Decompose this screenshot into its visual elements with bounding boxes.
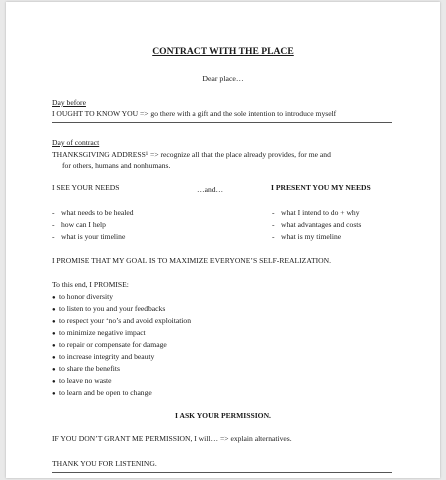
promise-item: ● to increase integrity and beauty: [52, 352, 155, 361]
day-of-contract-heading: Day of contract: [52, 138, 100, 147]
promise-item: ● to share the benefits: [52, 364, 120, 373]
see-needs-heading: I SEE YOUR NEEDS: [52, 183, 120, 192]
promise-item: ● to listen to you and your feedbacks: [52, 304, 166, 313]
present-need-item-3: - what is my timeline: [272, 232, 342, 241]
thank-you-line: THANK YOU FOR LISTENING.: [52, 459, 157, 468]
no-permission-line: IF YOU DON’T GRANT ME PERMISSION, I will… => explain alternatives.: [52, 434, 292, 443]
day-before-text: I OUGHT TO KNOW YOU => go there with a gift and the sole intention to introduce myself: [52, 109, 337, 118]
promise-intro: To this end, I PROMISE:: [52, 280, 129, 289]
promise-item: ● to repair or compensate for damage: [52, 340, 167, 349]
promise-item: ● to honor diversity: [52, 292, 113, 301]
greeting: Dear place…: [202, 74, 244, 83]
promise-item: ● to learn and be open to change: [52, 388, 152, 397]
document-title: CONTRACT WITH THE PLACE: [152, 46, 294, 57]
thanksgiving-line-2: for others, humans and nonhumans.: [62, 161, 171, 170]
see-need-item-2: - how can I help: [52, 220, 106, 229]
day-before-heading: Day before: [52, 98, 86, 107]
and-connector: …and…: [197, 185, 224, 194]
promise-item: ● to leave no waste: [52, 376, 112, 385]
promise-item: ● to respect your ‘no’s and avoid exploitation: [52, 316, 192, 325]
present-need-item-1: - what I intend to do + why: [272, 208, 360, 217]
signature-line: [52, 472, 392, 473]
permission-request: I ASK YOUR PERMISSION.: [175, 411, 271, 420]
present-needs-heading: I PRESENT YOU MY NEEDS: [271, 183, 371, 192]
see-need-item-3: - what is your timeline: [52, 232, 126, 241]
present-need-item-2: - what advantages and costs: [272, 220, 362, 229]
thanksgiving-line-1: THANKSGIVING ADDRESS¹ => recognize all that the place already provides, for me and: [52, 150, 331, 159]
divider-line: [52, 122, 392, 123]
document-page: [6, 2, 440, 478]
see-need-item-1: - what needs to be healed: [52, 208, 134, 217]
goal-statement: I PROMISE THAT MY GOAL IS TO MAXIMIZE EVERYONE’S SELF-REALIZATION.: [52, 256, 331, 265]
promise-item: ● to minimize negative impact: [52, 328, 146, 337]
